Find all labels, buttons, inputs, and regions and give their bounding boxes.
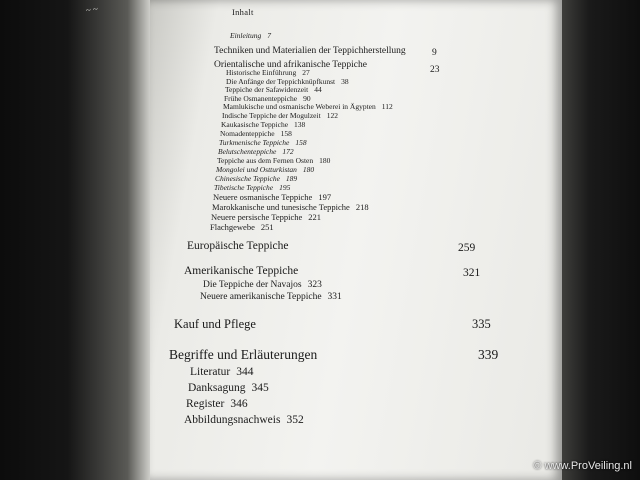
toc-page-orient: 23 <box>430 65 440 75</box>
toc-subentry: Die Anfänge der Teppichknüpfkunst 38 <box>226 77 349 86</box>
toc-subentry: Nomadenteppiche 158 <box>220 129 292 138</box>
toc-page-begriffe: 339 <box>478 347 499 362</box>
toc-subentry: Frühe Osmanenteppiche 90 <box>224 94 311 103</box>
handwritten-scribble: ~ ~ <box>85 3 99 16</box>
toc-entry-kauf: Kauf und Pflege <box>174 317 256 331</box>
watermark: © www.ProVeiling.nl <box>533 460 632 472</box>
toc-entry-einleitung: Einleitung 7 <box>230 31 271 40</box>
toc-page-techniken: 9 <box>432 48 437 58</box>
toc-subentry: Literatur 344 <box>190 366 254 378</box>
toc-subentry: Belutschenteppiche 172 <box>218 147 294 156</box>
toc-page-kauf: 335 <box>472 317 491 331</box>
toc-subentry: Turkmenische Teppiche 158 <box>219 138 307 147</box>
toc-entry-begriffe: Begriffe und Erläuterungen <box>169 347 318 362</box>
toc-subentry: Neuere persische Teppiche 221 <box>211 212 322 222</box>
toc-subentry: Abbildungsnachweis 352 <box>184 414 304 426</box>
toc-subentry: Tibetische Teppiche 195 <box>214 183 291 192</box>
toc-entry-europa: Europäische Teppiche <box>187 240 289 252</box>
background-right <box>562 0 640 480</box>
toc-subentry: Flachgewebe 251 <box>210 222 274 232</box>
toc-heading: Inhalt <box>232 7 254 17</box>
toc-subentry: Indische Teppiche der Mogulzeit 122 <box>222 111 338 120</box>
toc-subentry: Marokkanische und tunesische Teppiche 218 <box>212 202 369 212</box>
toc-page-europa: 259 <box>458 242 476 254</box>
left-page-edge <box>0 0 150 480</box>
toc-subentry: Neuere amerikanische Teppiche 331 <box>200 292 342 302</box>
toc-subentry: Mongolei und Ostturkistan 180 <box>216 165 315 174</box>
toc-subentry: Mamlukische und osmanische Weberei in Ägypten 112 <box>223 102 393 111</box>
toc-subentry: Historische Einführung 27 <box>226 68 310 77</box>
toc-entry-orient: Orientalische und afrikanische Teppiche <box>214 60 367 70</box>
toc-subentry: Teppiche aus dem Fernen Osten 180 <box>217 156 331 165</box>
toc-subentry: Kaukasische Teppiche 138 <box>221 120 306 129</box>
toc-subentry: Die Teppiche der Navajos 323 <box>203 280 322 290</box>
toc-entry-techniken: Techniken und Materialien der Teppichherstellung <box>214 46 406 56</box>
toc-subentry: Register 346 <box>186 398 248 410</box>
toc-subentry: Chinesische Teppiche 189 <box>215 174 298 183</box>
toc-page-amerika: 321 <box>463 267 481 279</box>
toc-subentry: Neuere osmanische Teppiche 197 <box>213 192 332 202</box>
toc-subentry: Teppiche der Safawidenzeit 44 <box>225 85 322 94</box>
toc-entry-amerika: Amerikanische Teppiche <box>184 265 299 277</box>
toc-subentry: Danksagung 345 <box>188 382 269 394</box>
